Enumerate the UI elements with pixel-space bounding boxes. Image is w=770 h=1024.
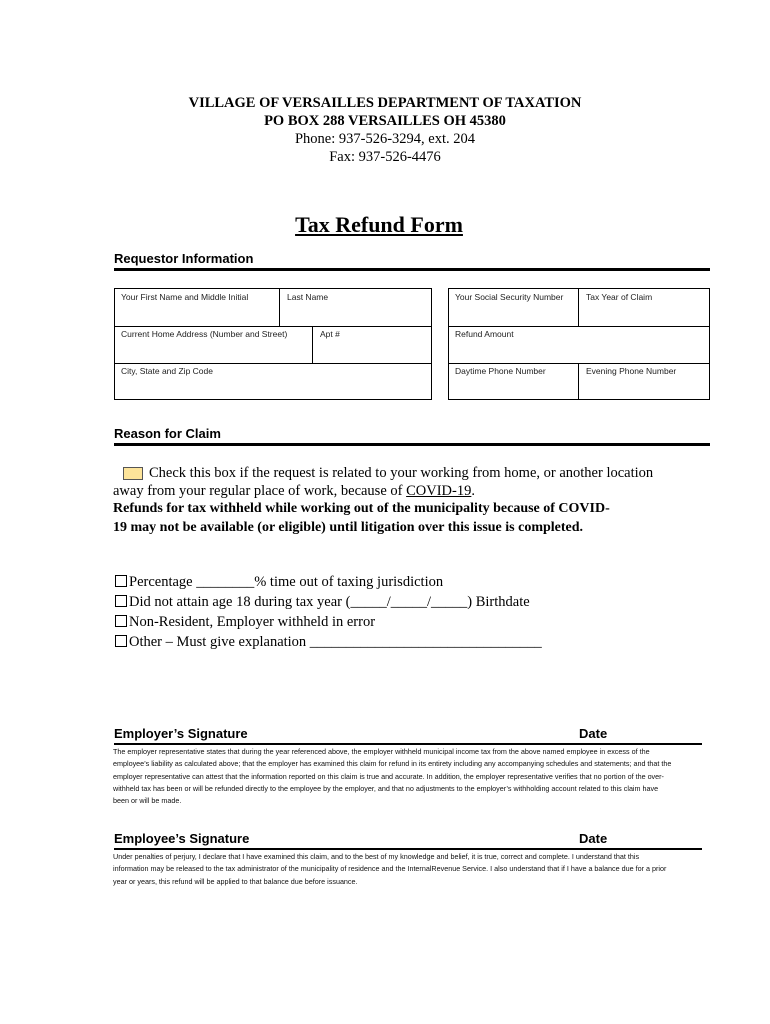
option-label: Did not attain age 18 during tax year (_____/_____/_____) Birthdate: [129, 594, 530, 610]
refund-amount-field[interactable]: Refund Amount: [455, 329, 514, 339]
covid-period: .: [471, 483, 475, 499]
evening-phone-field[interactable]: Evening Phone Number: [586, 366, 677, 376]
agency-header: [0, 94, 770, 166]
option-checkbox[interactable]: [115, 635, 127, 647]
covid-check-paragraph: [113, 464, 673, 500]
col-divider: [578, 363, 579, 400]
agency-address: PO BOX 288 VERSAILLES OH 45380: [264, 113, 506, 129]
option-label: Non-Resident, Employer withheld in error: [129, 614, 376, 630]
requestor-right-block: [448, 288, 710, 400]
option-label: Percentage ________% time out of taxing jurisdiction: [129, 574, 444, 590]
col-divider: [578, 289, 579, 326]
reason-rule: [114, 443, 710, 446]
option-other: [115, 632, 542, 652]
option-checkbox[interactable]: [115, 615, 127, 627]
employee-statement: Under penalties of perjury, I declare that I have examined this claim, and to the best of my knowledge and belief, it is true, correct and complete. I understand that this information may be released to the tax administrator of the municipality of residence and the InternalRevenue Service. I also understand that if I have a balance due for a prior year or years, this refund will be applied to that balance due before issuance.: [113, 852, 667, 886]
col-divider: [312, 326, 313, 363]
last-name-field[interactable]: Last Name: [287, 292, 329, 302]
ssn-field[interactable]: Your Social Security Number: [455, 292, 564, 302]
covid-word: COVID-19: [406, 483, 472, 499]
employer-date-label: Date: [579, 726, 608, 741]
employer-signature-label: Employer’s Signature: [114, 726, 248, 741]
employer-statement: The employer representative states that during the year referenced above, the employer withheld municipal income tax from the above named employee in excess of the employee’s liability as calculated above; that the employer has examined this claim for refund in its entirety including any accompanying schedules and statements; and that the employer representative can attest that the information reported on this claim is true and accurate. In addition, the employer representative verifies that no portion of the over-withheld tax has been or will be refunded directly to the employee by the employer, and that no adjustments to the employer’s withholding account related to this claim have been or will be made.: [113, 747, 672, 806]
option-label: Other – Must give explanation ________________________________: [129, 634, 542, 650]
agency-fax: Fax: 937-526-4476: [329, 149, 441, 165]
reason-section-title: Reason for Claim: [114, 426, 221, 441]
requestor-rule: [114, 268, 710, 271]
option-percentage: [115, 572, 542, 592]
covid-check-text: Check this box if the request is related to your working from home, or another location away from your regular place of work, because of: [113, 465, 654, 499]
employee-signature-label: Employee’s Signature: [114, 831, 250, 846]
reason-options: [115, 572, 542, 652]
first-name-field[interactable]: Your First Name and Middle Initial: [121, 292, 249, 302]
requestor-left-block: [114, 288, 432, 400]
page-title: Tax Refund Form: [295, 212, 463, 237]
covid-checkbox[interactable]: [123, 467, 143, 480]
employee-signature-line[interactable]: [114, 848, 702, 850]
covid-notice: Refunds for tax withheld while working out of the municipality because of COVID-19 may not be available (or eligible) until litigation over this issue is completed.: [113, 501, 610, 535]
option-non-resident: [115, 612, 542, 632]
option-checkbox[interactable]: [115, 595, 127, 607]
employer-signature-line[interactable]: [114, 743, 702, 745]
option-age: [115, 592, 542, 612]
requestor-section-title: Requestor Information: [114, 251, 254, 266]
col-divider: [279, 289, 280, 326]
option-checkbox[interactable]: [115, 575, 127, 587]
apt-field[interactable]: Apt #: [320, 329, 340, 339]
agency-phone: Phone: 937-526-3294, ext. 204: [294, 131, 476, 147]
agency-name: VILLAGE OF VERSAILLES DEPARTMENT OF TAXATION: [188, 95, 582, 111]
daytime-phone-field[interactable]: Daytime Phone Number: [455, 366, 546, 376]
address-field[interactable]: Current Home Address (Number and Street): [121, 329, 288, 339]
employee-date-label: Date: [579, 831, 608, 846]
city-state-zip-field[interactable]: City, State and Zip Code: [121, 366, 213, 376]
tax-year-field[interactable]: Tax Year of Claim: [586, 292, 653, 302]
